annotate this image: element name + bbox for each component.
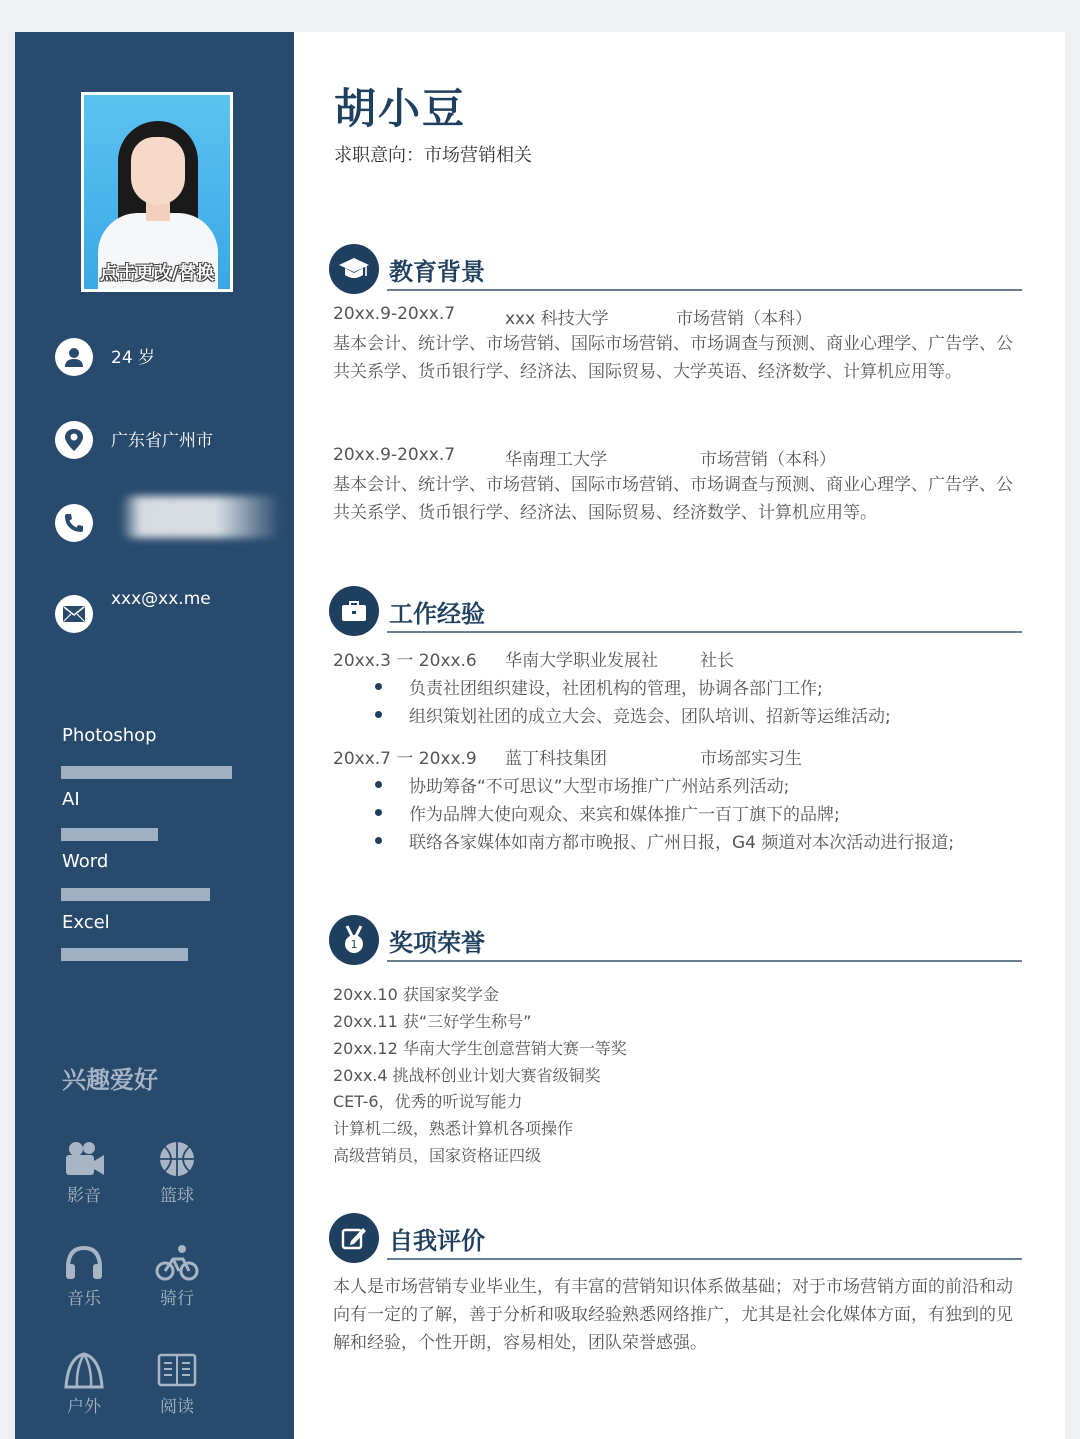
user-icon [55,338,93,376]
award-item: 20xx.10 获国家奖学金 [333,985,499,1004]
work-org: 华南大学职业发展社 [505,651,658,671]
briefcase-icon [329,586,379,636]
age-text: 24 岁 [111,348,156,368]
work-bullet: 作为品牌大使向观众、来宾和媒体推广一百丁旗下的品牌; [409,800,840,825]
basketball-icon [157,1139,197,1179]
section-divider [387,631,1022,633]
photo-caption: 点击更改/替换 [99,263,215,284]
work-bullet: 协助筹备“不可思议”大型市场推广广州站系列活动; [409,772,789,797]
section-title: 工作经验 [389,600,485,628]
work-role: 市场部实习生 [700,749,802,769]
hobby-movies [54,1139,114,1206]
award-item: CET-6，优秀的听说写能力 [333,1092,523,1111]
hobby-music [54,1242,114,1309]
edu-major: 市场营销（本科） [700,450,836,470]
skill-bar [61,948,188,961]
work-bullet: 联络各家媒体如南方都市晚报、广州日报，G4 频道对本次活动进行报道; [409,828,954,853]
skill-label: Word [62,851,109,872]
section-divider [387,960,1022,962]
self-eval-section-header [329,1213,1022,1265]
work-section-header [329,586,1022,638]
skill-bar [61,888,210,901]
work-date: 20xx.7 一 20xx.9 [333,749,477,769]
edu-date: 20xx.9-20xx.7 [333,304,456,324]
skill-label: AI [62,789,80,810]
section-title: 教育背景 [389,258,485,286]
award-item: 20xx.12 华南大学生创意营销大赛一等奖 [333,1039,627,1058]
mail-icon [55,595,93,633]
work-role: 社长 [700,651,734,671]
hobby-reading [147,1350,207,1417]
hobby-cycling [147,1242,207,1309]
bicycle-icon [155,1242,199,1282]
hobby-label: 篮球 [160,1186,194,1206]
skill-label: Excel [62,912,110,933]
profile-photo[interactable] [81,92,233,292]
svg-text:1: 1 [350,938,358,951]
hobby-label: 音乐 [67,1289,101,1309]
graduation-cap-icon [329,244,379,294]
location-text: 广东省广州市 [111,431,213,451]
hobby-label: 户外 [67,1397,101,1417]
hobby-label: 阅读 [160,1397,194,1417]
work-bullet: 负责社团组织建设，社团机构的管理，协调各部门工作; [409,674,823,699]
edu-school: 华南理工大学 [505,450,607,470]
skill-bar [61,766,232,779]
email-row [55,589,275,635]
hobby-outdoor [54,1350,114,1417]
section-title: 奖项荣誉 [389,929,485,957]
edu-major: 市场营销（本科） [676,309,812,329]
skill-bar [61,828,158,841]
age-row [55,338,275,378]
tent-icon [63,1350,105,1390]
work-org: 蓝丁科技集团 [505,749,607,769]
award-item: 计算机二级，熟悉计算机各项操作 [333,1119,574,1138]
phone-redaction [121,496,281,538]
section-divider [387,1258,1022,1260]
edu-courses: 基本会计、统计学、市场营销、国际市场营销、市场调查与预测、商业心理学、广告学、公共关系学、货币银行学、经济法、国际贸易、大学英语、经济数学、计算机应用等。 [333,334,1013,382]
phone-icon [55,504,93,542]
self-eval-text: 本人是市场营销专业毕业生，有丰富的营销知识体系做基础；对于市场营销方面的前沿和动向有一定的了解，善于分析和吸取经验熟悉网络推广，尤其是社会化媒体方面，有独到的见解和经验，个性开朗，容易相处，团队荣誉感强。 [333,1277,1013,1353]
award-item: 20xx.11 获“三好学生称号” [333,1012,532,1031]
medal-icon [329,915,379,965]
award-item: 20xx.4 挑战杯创业计划大赛省级铜奖 [333,1066,601,1085]
hobby-label: 骑行 [160,1289,194,1309]
award-item: 高级营销员，国家资格证四级 [333,1146,542,1165]
camera-icon [62,1139,106,1179]
headphones-icon [63,1242,105,1282]
resume-page [15,32,1065,1439]
book-icon [156,1350,198,1390]
job-intent: 求职意向：市场营销相关 [334,145,532,166]
edu-school: xxx 科技大学 [505,309,609,329]
main-content [294,32,1065,1439]
section-divider [387,289,1022,291]
work-bullet: 组织策划社团的成立大会、竞选会、团队培训、招新等运维活动; [409,702,891,727]
sidebar [15,32,294,1439]
candidate-name: 胡小豆 [334,84,467,133]
hobbies-title: 兴趣爱好 [62,1066,158,1094]
education-section-header [329,244,1022,296]
hobby-label: 影音 [67,1186,101,1206]
work-date: 20xx.3 一 20xx.6 [333,651,477,671]
edu-courses: 基本会计、统计学、市场营销、国际市场营销、市场调查与预测、商业心理学、广告学、公共关系学、货币银行学、经济法、国际贸易、经济数学、计算机应用等。 [333,475,1013,523]
email-text: xxx@xx.me [111,589,211,609]
location-pin-icon [55,421,93,459]
edu-date: 20xx.9-20xx.7 [333,445,456,465]
hobby-basketball [147,1139,207,1206]
phone-row [55,504,275,544]
awards-section-header [329,915,1022,967]
edit-icon [329,1213,379,1263]
section-title: 自我评价 [389,1227,485,1255]
skill-label: Photoshop [62,725,157,746]
location-row [55,421,275,461]
